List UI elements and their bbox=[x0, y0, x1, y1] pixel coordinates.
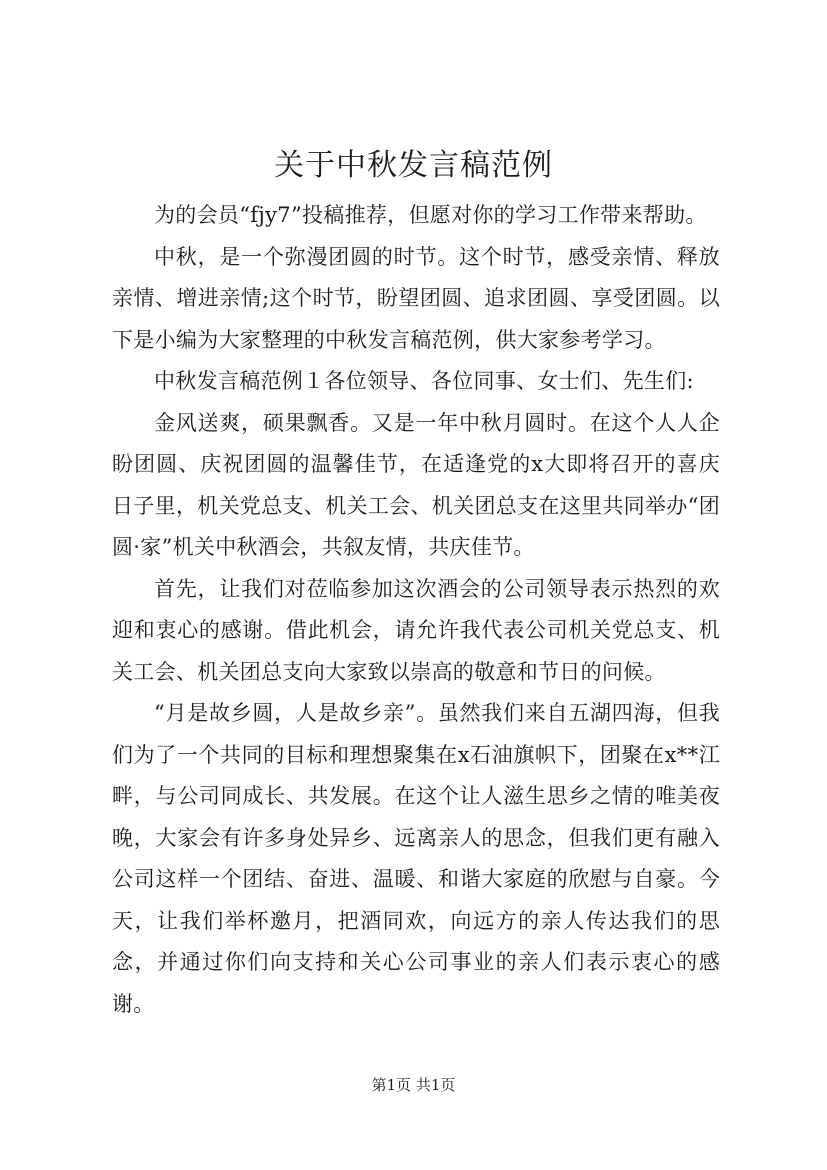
document-title: 关于中秋发言稿范例 bbox=[274, 148, 553, 183]
paragraph-salutation: 中秋发言稿范例１各位领导、各位同事、女士们、先生们: bbox=[154, 369, 694, 393]
paragraph-intro: 为的会员“fjy7”投稿推荐，但愿对你的学习工作带来帮助。 bbox=[154, 203, 707, 227]
paragraph-welcome: 首先，让我们对莅临参加这次酒会的公司领导表示热烈的欢迎和衷心的感谢。借此机会，请允许我代表公司机关党总支、机关工会、机关团总支向大家致以崇高的敬意和节日的问候。 bbox=[112, 576, 720, 684]
paragraph-mid-autumn-description: 中秋，是一个弥漫团圆的时节。这个时节，感受亲情、释放亲情、增进亲情;这个时节，盼望团圆、追求团圆、享受团圆。以下是小编为大家整理的中秋发言稿范例，供大家参考学习。 bbox=[112, 244, 720, 352]
paragraph-hometown: “月是故乡圆，人是故乡亲”。虽然我们来自五湖四海，但我们为了一个共同的目标和理想聚集在x石油旗帜下，团聚在x**江畔，与公司同成长、共发展。在这个让人滋生思乡之情的唯美夜晚，大家会有许多身处异乡、远离亲人的思念，但我们更有融入公司这样一个团结、奋进、温暖、和谐大家庭的欣慰与自豪。今天，让我们举杯邀月，把酒同欢，向远方的亲人传达我们的思念，并通过你们向支持和关心公司事业的亲人们表示衷心的感谢。 bbox=[112, 701, 720, 1016]
paragraph-opening: 金风送爽，硕果飘香。又是一年中秋月圆时。在这个人人企盼团圆、庆祝团圆的温馨佳节，在适逢党的x大即将召开的喜庆日子里，机关党总支、机关工会、机关团总支在这里共同举办“团圆·家”机关中秋酒会，共叙友情，共庆佳节。 bbox=[112, 410, 720, 559]
document-body bbox=[112, 195, 720, 1025]
page-footer: 第1页 共1页 bbox=[371, 1076, 456, 1094]
